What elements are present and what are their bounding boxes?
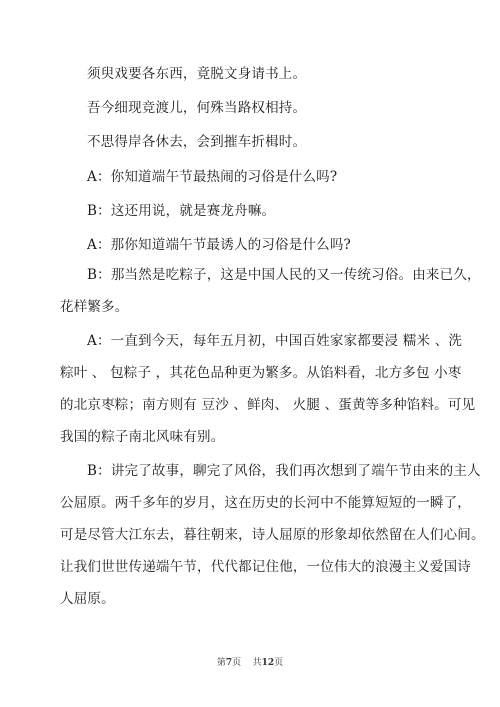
dialogue-line-a1: A：你知道端午节最热闹的习俗是什么吗? [87, 169, 338, 185]
dialogue-line-a3-cont-3: 我国的粽子南北风味有别。 [60, 429, 225, 445]
dialogue-line-b2: B：那当然是吃粽子，这是中国人民的又一传统习俗。由来已久， [87, 267, 481, 283]
dialogue-line-a3-cont-2: 的北京枣粽；南方则有 豆沙 、鲜肉、 火腿 、蛋黄等多种馅料。可见 [60, 397, 476, 413]
dialogue-line-b1: B：这还用说，就是赛龙舟嘛。 [87, 203, 276, 219]
dialogue-line-b3-cont-1: 公屈原。两千多年的岁月，这在历史的长河中不能算短短的一瞬了， [60, 495, 471, 511]
page-number-footer [0, 655, 500, 668]
dialogue-line-a3: A：一直到今天，每年五月初，中国百姓家家都要浸 糯米 、洗 [87, 333, 463, 349]
footer-prefix: 第 [216, 658, 226, 668]
poem-line-2: 吾今细现竞渡儿，何殊当路权相持。 [87, 100, 307, 116]
poem-line-3: 不思得岸各休去，会到摧车折楫时。 [87, 134, 307, 150]
dialogue-line-b3: B：讲完了故事，聊完了风俗，我们再次想到了端午节由来的主人 [87, 463, 481, 479]
dialogue-line-b3-cont-4: 人屈原。 [60, 591, 115, 607]
poem-line-1: 须臾戏要各东西，竟脱文身请书上。 [87, 66, 307, 82]
dialogue-line-b3-cont-3: 让我们世世传递端午节，代代都记住他，一位伟大的浪漫主义爱国诗 [60, 559, 471, 575]
dialogue-line-b2-cont: 花样繁多。 [60, 299, 129, 315]
dialogue-line-a2: A：那你知道端午节最诱人的习俗是什么吗? [87, 237, 351, 253]
footer-page-total: 12 [261, 658, 275, 668]
dialogue-line-a3-cont-1: 粽叶 、 包粽子 ，其花色品种更为繁多。从馅料看，北方多包 小枣 [60, 365, 462, 381]
footer-mid: 页 共 [232, 658, 262, 668]
footer-page-number: 7 [225, 658, 233, 668]
dialogue-line-b3-cont-2: 可是尽管大江东去，暮往朝来，诗人屈原的形象却依然留在人们心间。 [60, 527, 485, 543]
footer-suffix: 页 [274, 658, 284, 668]
